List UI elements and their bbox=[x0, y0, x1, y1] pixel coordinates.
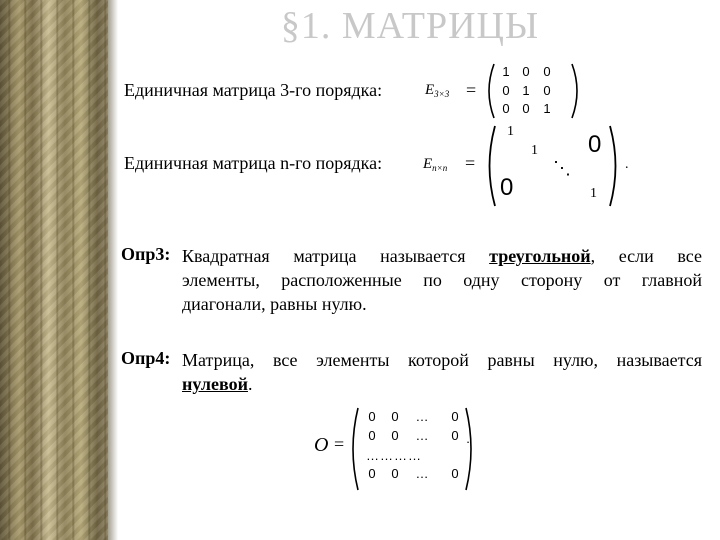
identityN-one-1: 1 bbox=[507, 124, 514, 139]
def4-label: Опр4: bbox=[121, 348, 171, 368]
identityN-period: . bbox=[625, 157, 629, 172]
identityN-zero-upper: 0 bbox=[588, 131, 602, 158]
zero-period: . bbox=[466, 431, 470, 446]
identityN-letter: E bbox=[423, 156, 433, 172]
def3-term: треугольной bbox=[489, 246, 591, 266]
left-bracket bbox=[490, 126, 496, 206]
zero-cell: 0 bbox=[368, 409, 376, 424]
border-shadow bbox=[108, 0, 118, 540]
zero-cell: 0 bbox=[451, 409, 459, 424]
identity3-label: Единичная матрица 3-го порядка: bbox=[124, 80, 383, 100]
zero-cell: 0 bbox=[451, 466, 459, 481]
identityN-subscript: n×n bbox=[432, 163, 448, 173]
identityN-equals: = bbox=[465, 153, 476, 173]
identityN-name bbox=[423, 156, 447, 173]
identity3-cell: 0 bbox=[522, 64, 530, 79]
left-bracket bbox=[489, 64, 494, 118]
slide-title: §1. МАТРИЦЫ bbox=[280, 5, 540, 47]
zero-cell: 0 bbox=[368, 428, 376, 443]
def3-line1-post: , если все bbox=[590, 246, 702, 266]
zero-matrix-equals: = bbox=[334, 434, 345, 454]
identityN-diagonal-dots: ⋱ bbox=[553, 158, 571, 178]
def3-line2: элементы, расположенные по одну сторону от главной bbox=[182, 270, 702, 290]
def3-line1-pre: Квадратная матрица называется bbox=[182, 246, 466, 266]
right-bracket bbox=[610, 126, 616, 206]
identity3-cell: 0 bbox=[543, 64, 551, 79]
identity3-cell: 1 bbox=[543, 101, 551, 116]
zero-cell: 0 bbox=[391, 409, 399, 424]
identity3-equals: = bbox=[466, 80, 477, 100]
identity3-subscript: 3×3 bbox=[434, 89, 450, 99]
identity3-cell: 1 bbox=[502, 64, 510, 79]
def4-line1: Матрица, все элементы которой равны нулю, называется bbox=[182, 350, 702, 370]
decorative-left-border bbox=[0, 0, 108, 540]
left-bracket bbox=[353, 408, 358, 490]
zero-cell: 0 bbox=[391, 466, 399, 481]
def3-label: Опр3: bbox=[121, 244, 171, 264]
identity3-cell: 0 bbox=[502, 83, 510, 98]
right-bracket bbox=[466, 408, 471, 490]
identity3-name bbox=[425, 82, 449, 99]
zero-hdots: … bbox=[415, 466, 429, 481]
identity3-cell: 0 bbox=[502, 101, 510, 116]
identityN-one-n: 1 bbox=[590, 186, 597, 201]
zero-cell: 0 bbox=[451, 428, 459, 443]
def4-line2 bbox=[182, 372, 702, 396]
identityN-one-2: 1 bbox=[531, 143, 538, 158]
identity3-cell: 0 bbox=[522, 101, 530, 116]
def3-line1 bbox=[182, 244, 702, 268]
identity3-letter: E bbox=[425, 82, 435, 98]
def3-line3: диагонали, равны нулю. bbox=[182, 294, 367, 314]
identityN-zero-lower: 0 bbox=[500, 174, 514, 201]
zero-cell: 0 bbox=[391, 428, 399, 443]
def4-text bbox=[182, 348, 702, 396]
identity3-cell: 0 bbox=[543, 83, 551, 98]
identityN-label: Единичная матрица n-го порядка: bbox=[124, 153, 383, 173]
def4-term: нулевой bbox=[182, 374, 248, 394]
def3-text bbox=[182, 244, 702, 316]
zero-row-dots: ………… bbox=[366, 448, 422, 463]
zero-matrix-name: O bbox=[314, 434, 329, 456]
zero-cell: 0 bbox=[368, 466, 376, 481]
def4-term-post: . bbox=[247, 374, 253, 394]
identity3-cell: 1 bbox=[522, 83, 530, 98]
right-bracket bbox=[572, 64, 577, 118]
zero-hdots: … bbox=[415, 409, 429, 424]
zero-hdots: … bbox=[415, 428, 429, 443]
